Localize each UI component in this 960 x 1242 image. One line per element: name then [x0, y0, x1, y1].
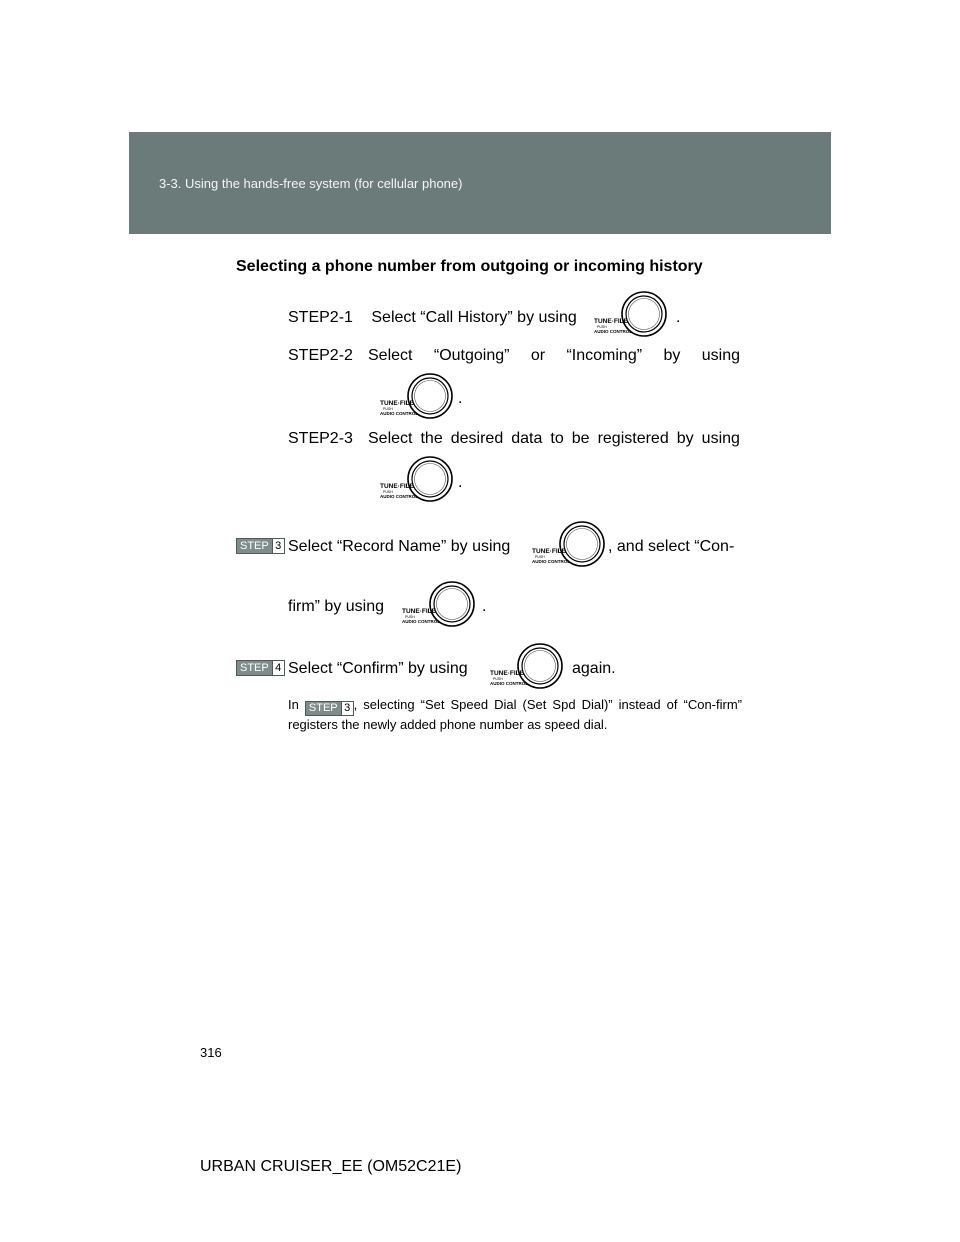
step-4-badge — [236, 660, 285, 676]
word: Select — [368, 430, 413, 447]
note-prefix: In — [288, 697, 299, 712]
step-3-line2-after: . — [482, 598, 487, 615]
step-3-badge — [236, 538, 285, 554]
svg-text:AUDIO CONTROL: AUDIO CONTROL — [594, 329, 632, 334]
substep-period: . — [458, 474, 463, 491]
svg-text:TUNE·FILE: TUNE·FILE — [380, 400, 414, 407]
step-3-line2: firm” by using — [288, 598, 385, 615]
svg-text:PUSH: PUSH — [383, 407, 393, 411]
svg-text:TUNE·FILE: TUNE·FILE — [490, 670, 524, 677]
svg-text:AUDIO CONTROL: AUDIO CONTROL — [380, 494, 418, 499]
svg-text:AUDIO CONTROL: AUDIO CONTROL — [402, 619, 440, 624]
word: using — [701, 430, 740, 447]
svg-text:AUDIO CONTROL: AUDIO CONTROL — [380, 411, 418, 416]
tune-file-knob-icon — [400, 580, 482, 628]
note-text: , selecting “Set Speed Dial (Set Spd Dial)” instead of “Con-firm” registers the newly added phone number as speed dial. — [288, 697, 742, 732]
word: data — [511, 430, 543, 447]
step-3-line1: Select “Record Name” by using — [288, 538, 511, 555]
svg-text:PUSH: PUSH — [493, 677, 503, 681]
word: to — [550, 430, 564, 447]
substep-2-2-text — [368, 347, 740, 365]
svg-text:TUNE·FILE: TUNE·FILE — [532, 548, 566, 555]
tune-file-knob-icon — [488, 642, 570, 690]
step-4-line1: Select “Confirm” by using — [288, 660, 468, 677]
svg-text:AUDIO CONTROL: AUDIO CONTROL — [532, 559, 570, 564]
note-paragraph — [288, 696, 742, 734]
header-band — [129, 132, 831, 234]
page-number: 316 — [200, 1045, 222, 1060]
footer-model: URBAN CRUISER_EE (OM52C21E) — [200, 1158, 462, 1175]
word: desired — [450, 430, 504, 447]
svg-text:TUNE·FILE: TUNE·FILE — [380, 483, 414, 490]
step-badge-word: STEP — [237, 661, 272, 675]
word: Select — [368, 347, 413, 364]
svg-text:PUSH: PUSH — [383, 490, 393, 494]
word: be — [571, 430, 590, 447]
svg-text:TUNE·FILE: TUNE·FILE — [402, 608, 436, 615]
tune-file-knob-icon — [592, 290, 674, 338]
step-3-line1-after: , and select “Con- — [608, 538, 735, 555]
step-badge-number: 3 — [341, 702, 353, 715]
svg-text:PUSH: PUSH — [597, 325, 607, 329]
word: registered — [597, 430, 669, 447]
step-badge-number: 3 — [272, 539, 284, 553]
word: “Outgoing” — [433, 347, 510, 364]
tune-file-knob-icon — [530, 520, 612, 568]
word: “Incoming” — [566, 347, 643, 364]
word: by — [676, 430, 694, 447]
svg-text:PUSH: PUSH — [405, 615, 415, 619]
substep-text: Select “Call History” by using — [371, 309, 577, 326]
substep-2-1 — [288, 309, 577, 327]
note-step-badge — [305, 701, 354, 716]
word: using — [701, 347, 740, 364]
section-header: 3-3. Using the hands-free system (for cellular phone) — [159, 176, 463, 191]
svg-text:TUNE·FILE: TUNE·FILE — [594, 318, 628, 325]
substep-2-3-label: STEP2-3 — [288, 430, 353, 447]
word: or — [530, 347, 546, 364]
substep-period: . — [676, 309, 681, 326]
substep-label: STEP2-1 — [288, 309, 353, 326]
substep-2-2-label: STEP2-2 — [288, 347, 353, 364]
step-badge-number: 4 — [272, 661, 284, 675]
step-badge-word: STEP — [306, 702, 341, 715]
svg-text:PUSH: PUSH — [535, 555, 545, 559]
svg-text:AUDIO CONTROL: AUDIO CONTROL — [490, 681, 528, 686]
tune-file-knob-icon — [378, 372, 463, 420]
tune-file-knob-icon — [378, 455, 463, 503]
step-badge-word: STEP — [237, 539, 272, 553]
substep-period: . — [458, 390, 463, 407]
section-title: Selecting a phone number from outgoing or incoming history — [236, 258, 703, 275]
step-4-line1-after: again. — [572, 660, 616, 677]
substep-2-3-text — [368, 430, 740, 448]
word: by — [663, 347, 681, 364]
word: the — [420, 430, 443, 447]
